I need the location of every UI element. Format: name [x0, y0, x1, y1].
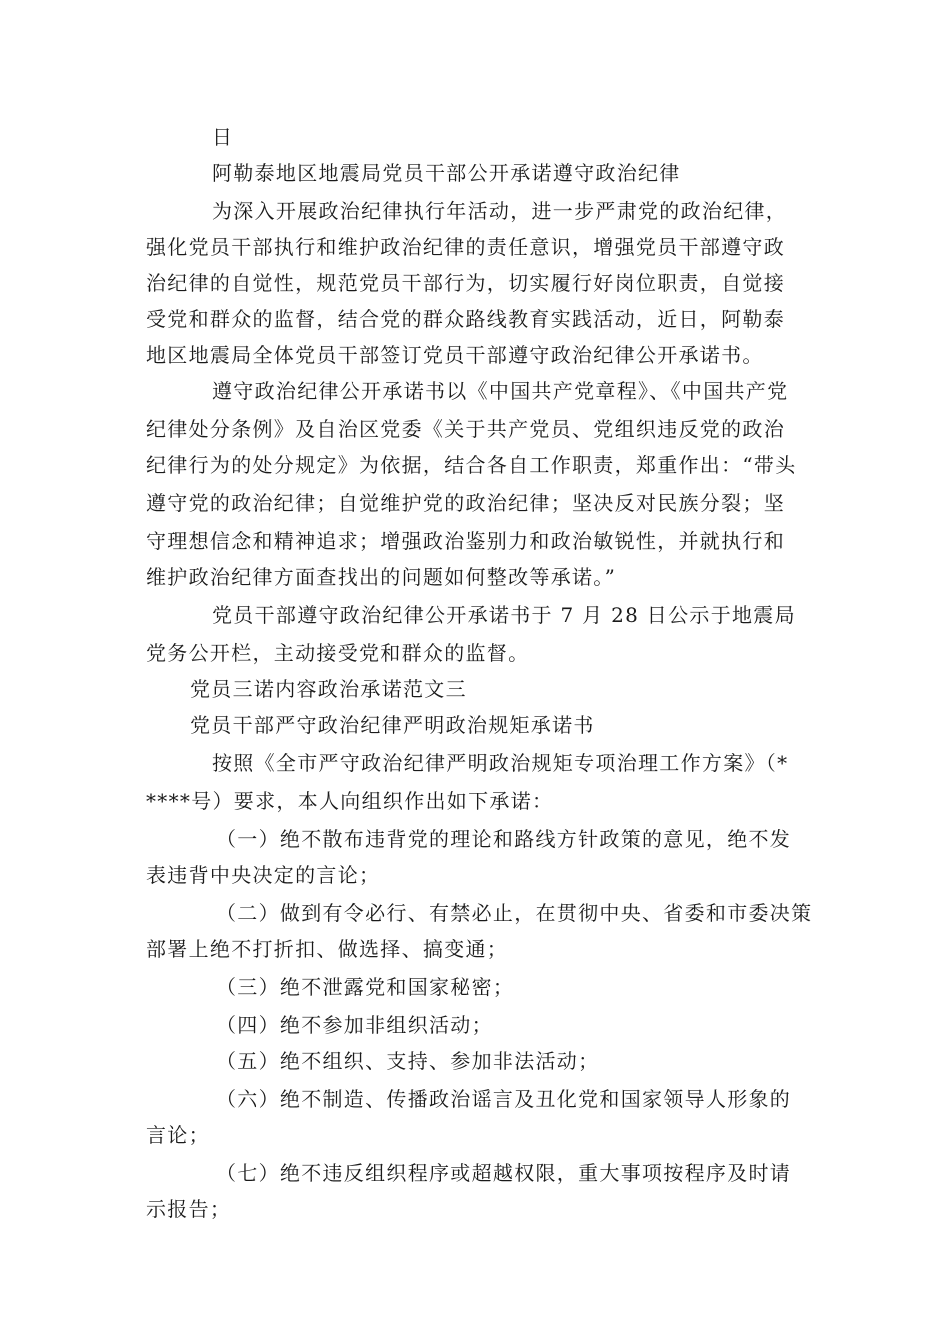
text-line: 按照《全市严守政治纪律严明政治规矩专项治理工作方案》（* — [212, 751, 789, 775]
text-line: 维护政治纪律方面查找出的问题如何整改等承诺。” — [146, 565, 617, 589]
list-item: （三）绝不泄露党和国家秘密； — [216, 975, 515, 999]
section-heading: 党员干部严守政治纪律严明政治规矩承诺书 — [190, 713, 595, 737]
list-item-continued: 示报告； — [146, 1197, 232, 1221]
text-line: 纪律处分条例》及自治区党委《关于共产党员、党组织违反党的政治 — [146, 417, 785, 441]
text-line: 纪律行为的处分规定》为依据，结合各自工作职责，郑重作出：“带头 — [146, 453, 797, 477]
text-line: 党员干部遵守政治纪律公开承诺书于 7 月 28 日公示于地震局 — [212, 603, 796, 627]
text-line: 遵守政治纪律公开承诺书以《中国共产党章程》、《中国共产党 — [212, 379, 789, 403]
text-line: 治纪律的自觉性，规范党员干部行为，切实履行好岗位职责，自觉接 — [146, 271, 785, 295]
section-heading: 党员三诺内容政治承诺范文三 — [190, 677, 467, 701]
list-item: （一）绝不散布违背党的理论和路线方针政策的意见，绝不发 — [216, 827, 792, 851]
list-item: （六）绝不制造、传播政治谣言及丑化党和国家领导人形象的 — [216, 1087, 792, 1111]
text-line: 守理想信念和精神追求；增强政治鉴别力和政治敏锐性，并就执行和 — [146, 529, 785, 553]
text-line: 地区地震局全体党员干部签订党员干部遵守政治纪律公开承诺书。 — [146, 343, 764, 367]
list-item: （五）绝不组织、支持、参加非法活动； — [216, 1049, 600, 1073]
list-item-continued: 言论； — [146, 1123, 210, 1147]
text-line: ****号）要求，本人向组织作出如下承诺： — [146, 789, 554, 813]
text-line: 强化党员干部执行和维护政治纪律的责任意识，增强党员干部遵守政 — [146, 235, 785, 259]
list-item: （四）绝不参加非组织活动； — [216, 1013, 493, 1037]
text-line: 日 — [212, 125, 234, 149]
list-item: （七）绝不违反组织程序或超越权限，重大事项按程序及时请 — [216, 1161, 792, 1185]
list-item-continued: 部署上绝不打折扣、做选择、搞变通； — [146, 937, 509, 961]
text-line: 受党和群众的监督，结合党的群众路线教育实践活动，近日，阿勒泰 — [146, 307, 785, 331]
list-item-continued: 表违背中央决定的言论； — [146, 863, 381, 887]
text-line: 遵守党的政治纪律；自觉维护党的政治纪律；坚决反对民族分裂；坚 — [146, 491, 785, 515]
section-title: 阿勒泰地区地震局党员干部公开承诺遵守政治纪律 — [212, 161, 681, 185]
text-line: 党务公开栏，主动接受党和群众的监督。 — [146, 641, 530, 665]
text-line: 为深入开展政治纪律执行年活动，进一步严肃党的政治纪律， — [212, 199, 788, 223]
list-item: （二）做到有令必行、有禁必止，在贯彻中央、省委和市委决策 — [216, 901, 813, 925]
